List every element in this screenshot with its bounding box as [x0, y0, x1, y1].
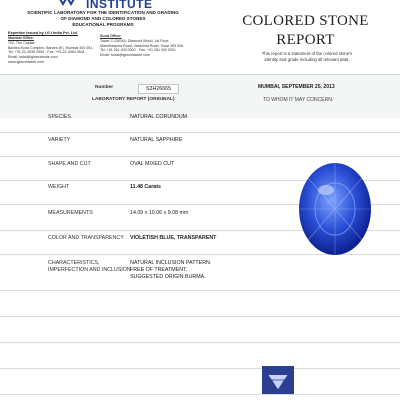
- row-divider: [0, 156, 400, 157]
- number-label: Number: [95, 85, 114, 90]
- report-statement: [222, 51, 392, 63]
- field-label-color: COLOR AND TRANSPARENCY: [48, 235, 124, 241]
- address-line: Mahidharpura Road, Varachha Road, Surat 395 006.: [100, 43, 185, 48]
- field-value-measurements: 14.09 x 10.06 x 9.08 mm: [130, 210, 189, 216]
- website-link[interactable]: www.igiworldwide.com: [8, 60, 44, 64]
- mumbai-office-address: [8, 36, 96, 60]
- label-line: CHARACTERISTICS,: [48, 260, 100, 266]
- report-meta: [0, 74, 400, 118]
- office-title: Mumbai Office:: [8, 36, 34, 40]
- row-divider: [0, 368, 400, 369]
- field-label-species: SPECIES: [48, 114, 71, 120]
- igi-logo-icon: [55, 0, 79, 6]
- field-value-variety: NATURAL SAPPHIRE: [130, 137, 183, 143]
- institute-tagline: [8, 10, 198, 29]
- row-divider: [0, 132, 400, 133]
- report-title: [218, 12, 393, 50]
- field-label-shape: SHAPE AND CUT: [48, 161, 91, 167]
- field-label-variety: VARIETY: [48, 137, 71, 143]
- field-label-characteristics: [48, 260, 131, 274]
- report-number: S3H26665: [138, 84, 179, 94]
- field-label-weight: WEIGHT: [48, 184, 70, 190]
- address-line: Bandra Kurla Complex, Bandra (E), Mumbai 400 051.: [8, 45, 94, 50]
- address-line: Tower C-03/04A, Diamond World, 1st Floor,: [100, 38, 170, 43]
- report-date: MUMBAI, SEPTEMBER 25, 2013: [258, 84, 335, 90]
- statement-line: identity and grade including all relevant data.: [264, 57, 350, 62]
- sapphire-photo: [296, 160, 374, 258]
- lab-report-label: LABORATORY REPORT (ORIGINAL): [92, 97, 175, 102]
- row-divider: [0, 316, 400, 317]
- report-title-line: COLORED STONE: [242, 13, 369, 29]
- tagline-line: OF DIAMOND AND COLORED STONES: [60, 16, 146, 22]
- expertise-issuer: Expertise Issued by I.G.I India Pvt. Ltd.: [8, 31, 78, 35]
- field-value-color: VIOLETISH BLUE, TRANSPARENT: [130, 235, 217, 241]
- row-divider: [0, 394, 400, 395]
- addressee: TO WHOM IT MAY CONCERN.: [263, 97, 334, 103]
- row-divider: [0, 290, 400, 291]
- hologram-seal-icon: [262, 366, 294, 394]
- row-divider: [0, 342, 400, 343]
- tagline-line: EDUCATIONAL PROGRAMS: [72, 22, 134, 28]
- address-line: Email: india@igiworldwide.com: [8, 55, 58, 60]
- address-line: Tel: +91 261 400 0000 · Fax: +91 261 400 0001: [100, 48, 176, 53]
- field-value-characteristics: [130, 260, 211, 281]
- report-title-line: REPORT: [276, 32, 335, 48]
- office-title: Surat Office:: [100, 34, 122, 38]
- field-label-measurements: MEASUREMENTS: [48, 210, 93, 216]
- value-line: FREE OF TREATMENT.: [130, 267, 188, 273]
- address-line: 702, The Capital,: [8, 40, 36, 45]
- address-line: Tel: +91-22-4035 2550 · Fax: +91-22-3064 3641: [8, 50, 85, 55]
- label-line: IMPERFECTION AND INCLUSION: [48, 267, 131, 273]
- field-value-species: NATURAL CORUNDUM: [130, 114, 188, 120]
- field-value-shape: OVAL MIXED CUT: [130, 161, 175, 167]
- surat-office-address: [100, 34, 195, 58]
- institute-name: INSTITUTE: [86, 0, 153, 11]
- value-line: SUGGESTED ORIGIN BURMA.: [130, 274, 206, 280]
- address-line: Email: surat@igiworldwide.com: [100, 53, 150, 58]
- statement-line: This report is a statement of the colored stone's: [261, 51, 353, 56]
- tagline-line: SCIENTIFIC LABORATORY FOR THE IDENTIFICATION AND GRADING: [27, 10, 179, 15]
- field-value-weight: 11.48 Carats: [130, 184, 161, 190]
- value-line: NATURAL INCLUSION PATTERN.: [130, 260, 212, 266]
